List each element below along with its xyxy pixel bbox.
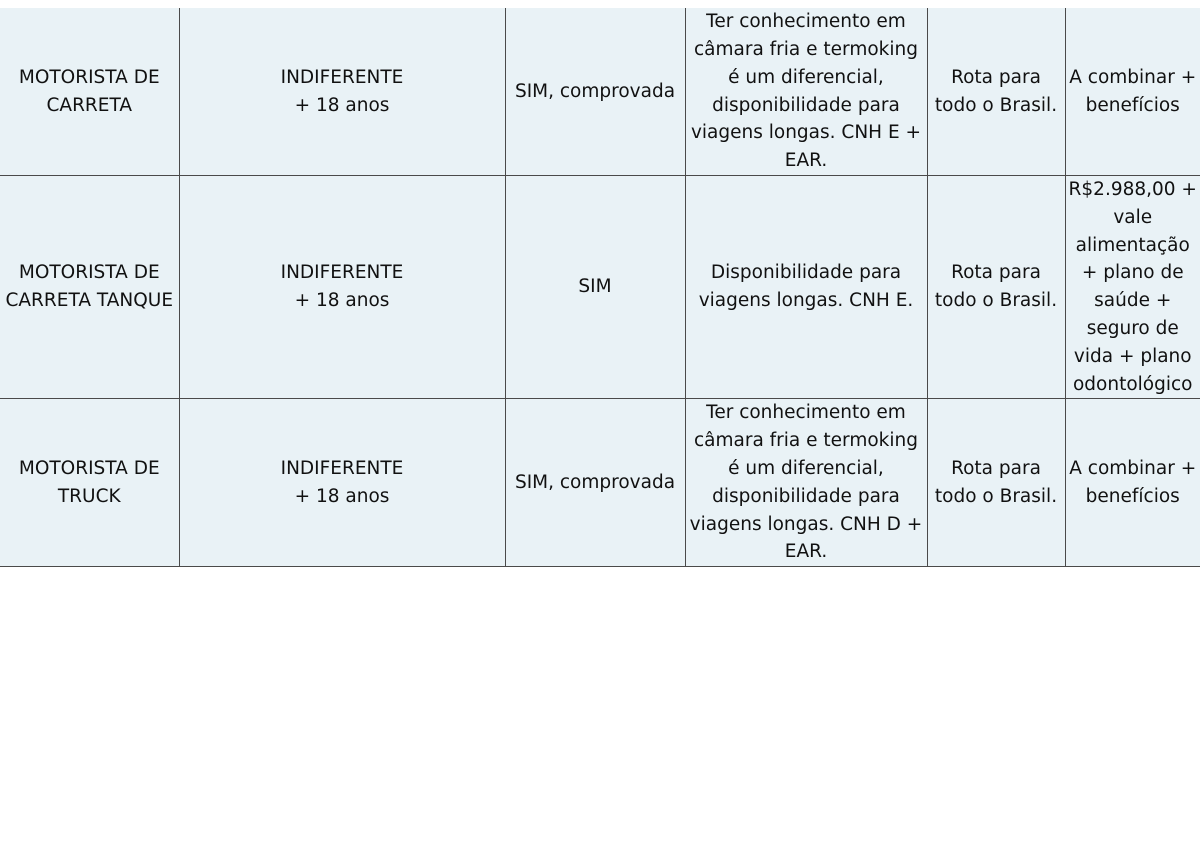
requisitos-text: Ter conhecimento em câmara fria e termoking é um diferencial, disponibilidade para viagens longas. CNH E + EAR.	[690, 11, 922, 172]
idade-line-1: INDIFERENTE	[280, 262, 404, 284]
idade-cell	[179, 8, 505, 176]
cargo-text: MOTORISTA DE CARRETA TANQUE	[5, 262, 174, 312]
experiencia-cell	[505, 8, 685, 176]
local-cell	[927, 8, 1065, 176]
salario-text: R$2.988,00 + vale alimentação + plano de saúde + seguro de vida + plano odontológico	[1068, 179, 1197, 395]
salario-cell	[1065, 8, 1200, 176]
experiencia-text: SIM, comprovada	[514, 80, 676, 102]
local-text: Rota para todo o Brasil.	[934, 66, 1058, 116]
idade-line-1: INDIFERENTE	[280, 66, 404, 88]
cargo-cell	[0, 8, 179, 176]
idade-cell	[179, 399, 505, 567]
idade-line-1: INDIFERENTE	[280, 457, 404, 479]
idade-line-2: + 18 anos	[294, 94, 390, 116]
table-row	[0, 176, 1200, 399]
cargo-cell	[0, 176, 179, 399]
salario-cell	[1065, 399, 1200, 567]
experiencia-text: SIM	[578, 276, 612, 298]
local-cell	[927, 176, 1065, 399]
local-cell	[927, 399, 1065, 567]
requisitos-cell	[685, 176, 927, 399]
idade-cell	[179, 176, 505, 399]
idade-line-2: + 18 anos	[294, 290, 390, 312]
experiencia-text: SIM, comprovada	[514, 471, 676, 493]
experiencia-cell	[505, 176, 685, 399]
requisitos-cell	[685, 399, 927, 567]
requisitos-text: Disponibilidade para viagens longas. CNH E.	[698, 262, 914, 312]
local-text: Rota para todo o Brasil.	[934, 262, 1058, 312]
cargo-text: MOTORISTA DE TRUCK	[18, 457, 160, 507]
table-row	[0, 399, 1200, 567]
salario-text: A combinar + benefícios	[1069, 457, 1197, 507]
idade-line-2: + 18 anos	[294, 485, 390, 507]
salario-text: A combinar + benefícios	[1069, 66, 1197, 116]
table-row	[0, 8, 1200, 176]
salario-cell	[1065, 176, 1200, 399]
experiencia-cell	[505, 399, 685, 567]
local-text: Rota para todo o Brasil.	[934, 457, 1058, 507]
cargo-text: MOTORISTA DE CARRETA	[18, 66, 160, 116]
requisitos-text: Ter conhecimento em câmara fria e termoking é um diferencial, disponibilidade para viagens longas. CNH D + EAR.	[689, 402, 923, 563]
job-openings-table	[0, 8, 1200, 567]
cargo-cell	[0, 399, 179, 567]
requisitos-cell	[685, 8, 927, 176]
